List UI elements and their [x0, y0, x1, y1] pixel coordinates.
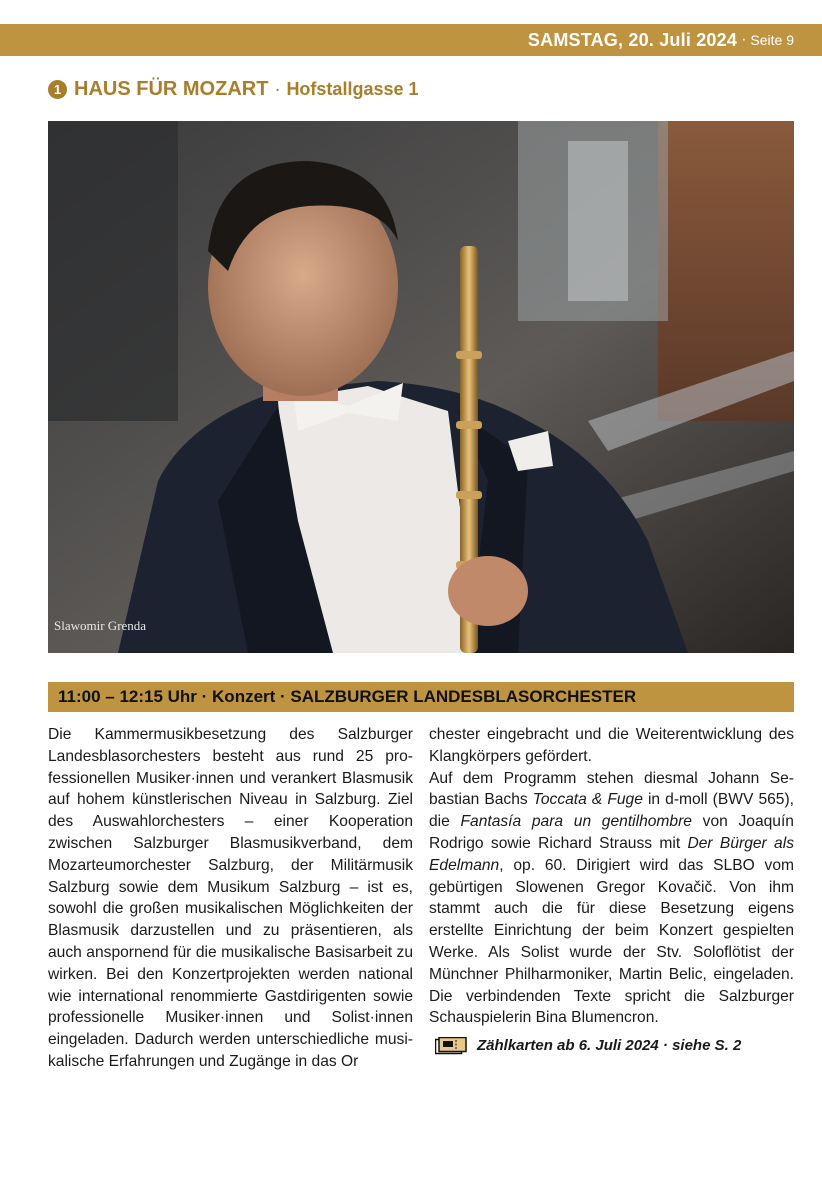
- header-bar: [0, 24, 822, 56]
- header-date: SAMSTAG, 20. Juli 2024: [527, 29, 738, 50]
- article-column-right: [429, 724, 794, 1057]
- article-column-left: [48, 724, 413, 1073]
- event-title: 11:00 – 12:15 Uhr · Konzert · SALZBURGER LANDESBLASORCHESTER: [58, 687, 637, 706]
- venue-address: Hofstallgasse 1: [286, 79, 419, 99]
- work-title: Fantasía para un gentilhombre: [460, 813, 692, 831]
- venue-heading: [48, 78, 419, 101]
- ticket-text: Zählkarten ab 6. Juli 2024 · siehe S. 2: [477, 1037, 742, 1055]
- ticket-icon: [435, 1037, 467, 1055]
- concert-photo: [48, 121, 794, 653]
- program-paragraph: [429, 768, 794, 1030]
- flutist-portrait-image: [48, 121, 794, 653]
- venue-number-badge: 1: [48, 80, 67, 99]
- header-separator: ·: [741, 31, 747, 48]
- work-title: Toccata & Fuge: [532, 791, 643, 809]
- article-paragraph: Die Kammermusikbesetzung des Salzburger Landesblasorchesters besteht aus rund 25 professionellen Musiker·innen und verankert Blasmusik auf hohem künstlerischen Niveau in Salzburg. Ziel des Auswahlorchesters – einer Kooperation zwischen Salzburger Blasmusikverband, dem Mozarteumorchester Salzburg, der Militärmusik Salzburg sowie dem Musikum Salzburg – ist es, sowohl die großen musikalischen Möglichkeiten der Blasmusik darzustellen und zu präsentieren, als auch anspornend für die musikalische Basisarbeit zu wirken. Bei den Konzertprojekten werden national wie international renommierte Gastdirigenten sowie professionelle Musiker·innen und Solist·innen eingeladen. Dadurch werden unterschiedliche musikalische Erfahrungen und Zugänge in das Or: [48, 726, 413, 1070]
- photo-credit: Slawomir Grenda: [54, 618, 147, 633]
- venue-name: HAUS FÜR MOZART: [74, 78, 269, 100]
- venue-separator: ·: [274, 79, 281, 99]
- program-text: von Joaquín Rodrigo sowie Richard Strauss mit: [429, 813, 794, 852]
- program-text: , op. 60. Dirigiert wird das SLBO vom gebürtigen Slowenen Gregor Kovačič. Von ihm stammt auch die für diese Besetzung eigens erstellte Einrichtung der beim Konzert gespielten Werke. Als Solist wurde der Stv. Soloflötist der Münchner Philharmoniker, Martin Belic, eingeladen. Die verbindenden Texte spricht die Salzburger Schauspielerin Bina Blumencron.: [429, 856, 794, 1027]
- page-number: Seite 9: [750, 32, 794, 48]
- article-paragraph: chester eingebracht und die Weiterentwicklung des Klangkörpers gefördert.: [429, 726, 794, 765]
- event-title-bar: [48, 682, 794, 712]
- program-text: Auf dem Programm stehen diesmal Johann Sebastian Bachs: [429, 769, 794, 809]
- work-title: Der Bürger als Edelmann: [429, 834, 794, 874]
- ticket-info: [429, 1035, 794, 1057]
- program-text: in d-moll (BWV 565), die: [429, 791, 794, 831]
